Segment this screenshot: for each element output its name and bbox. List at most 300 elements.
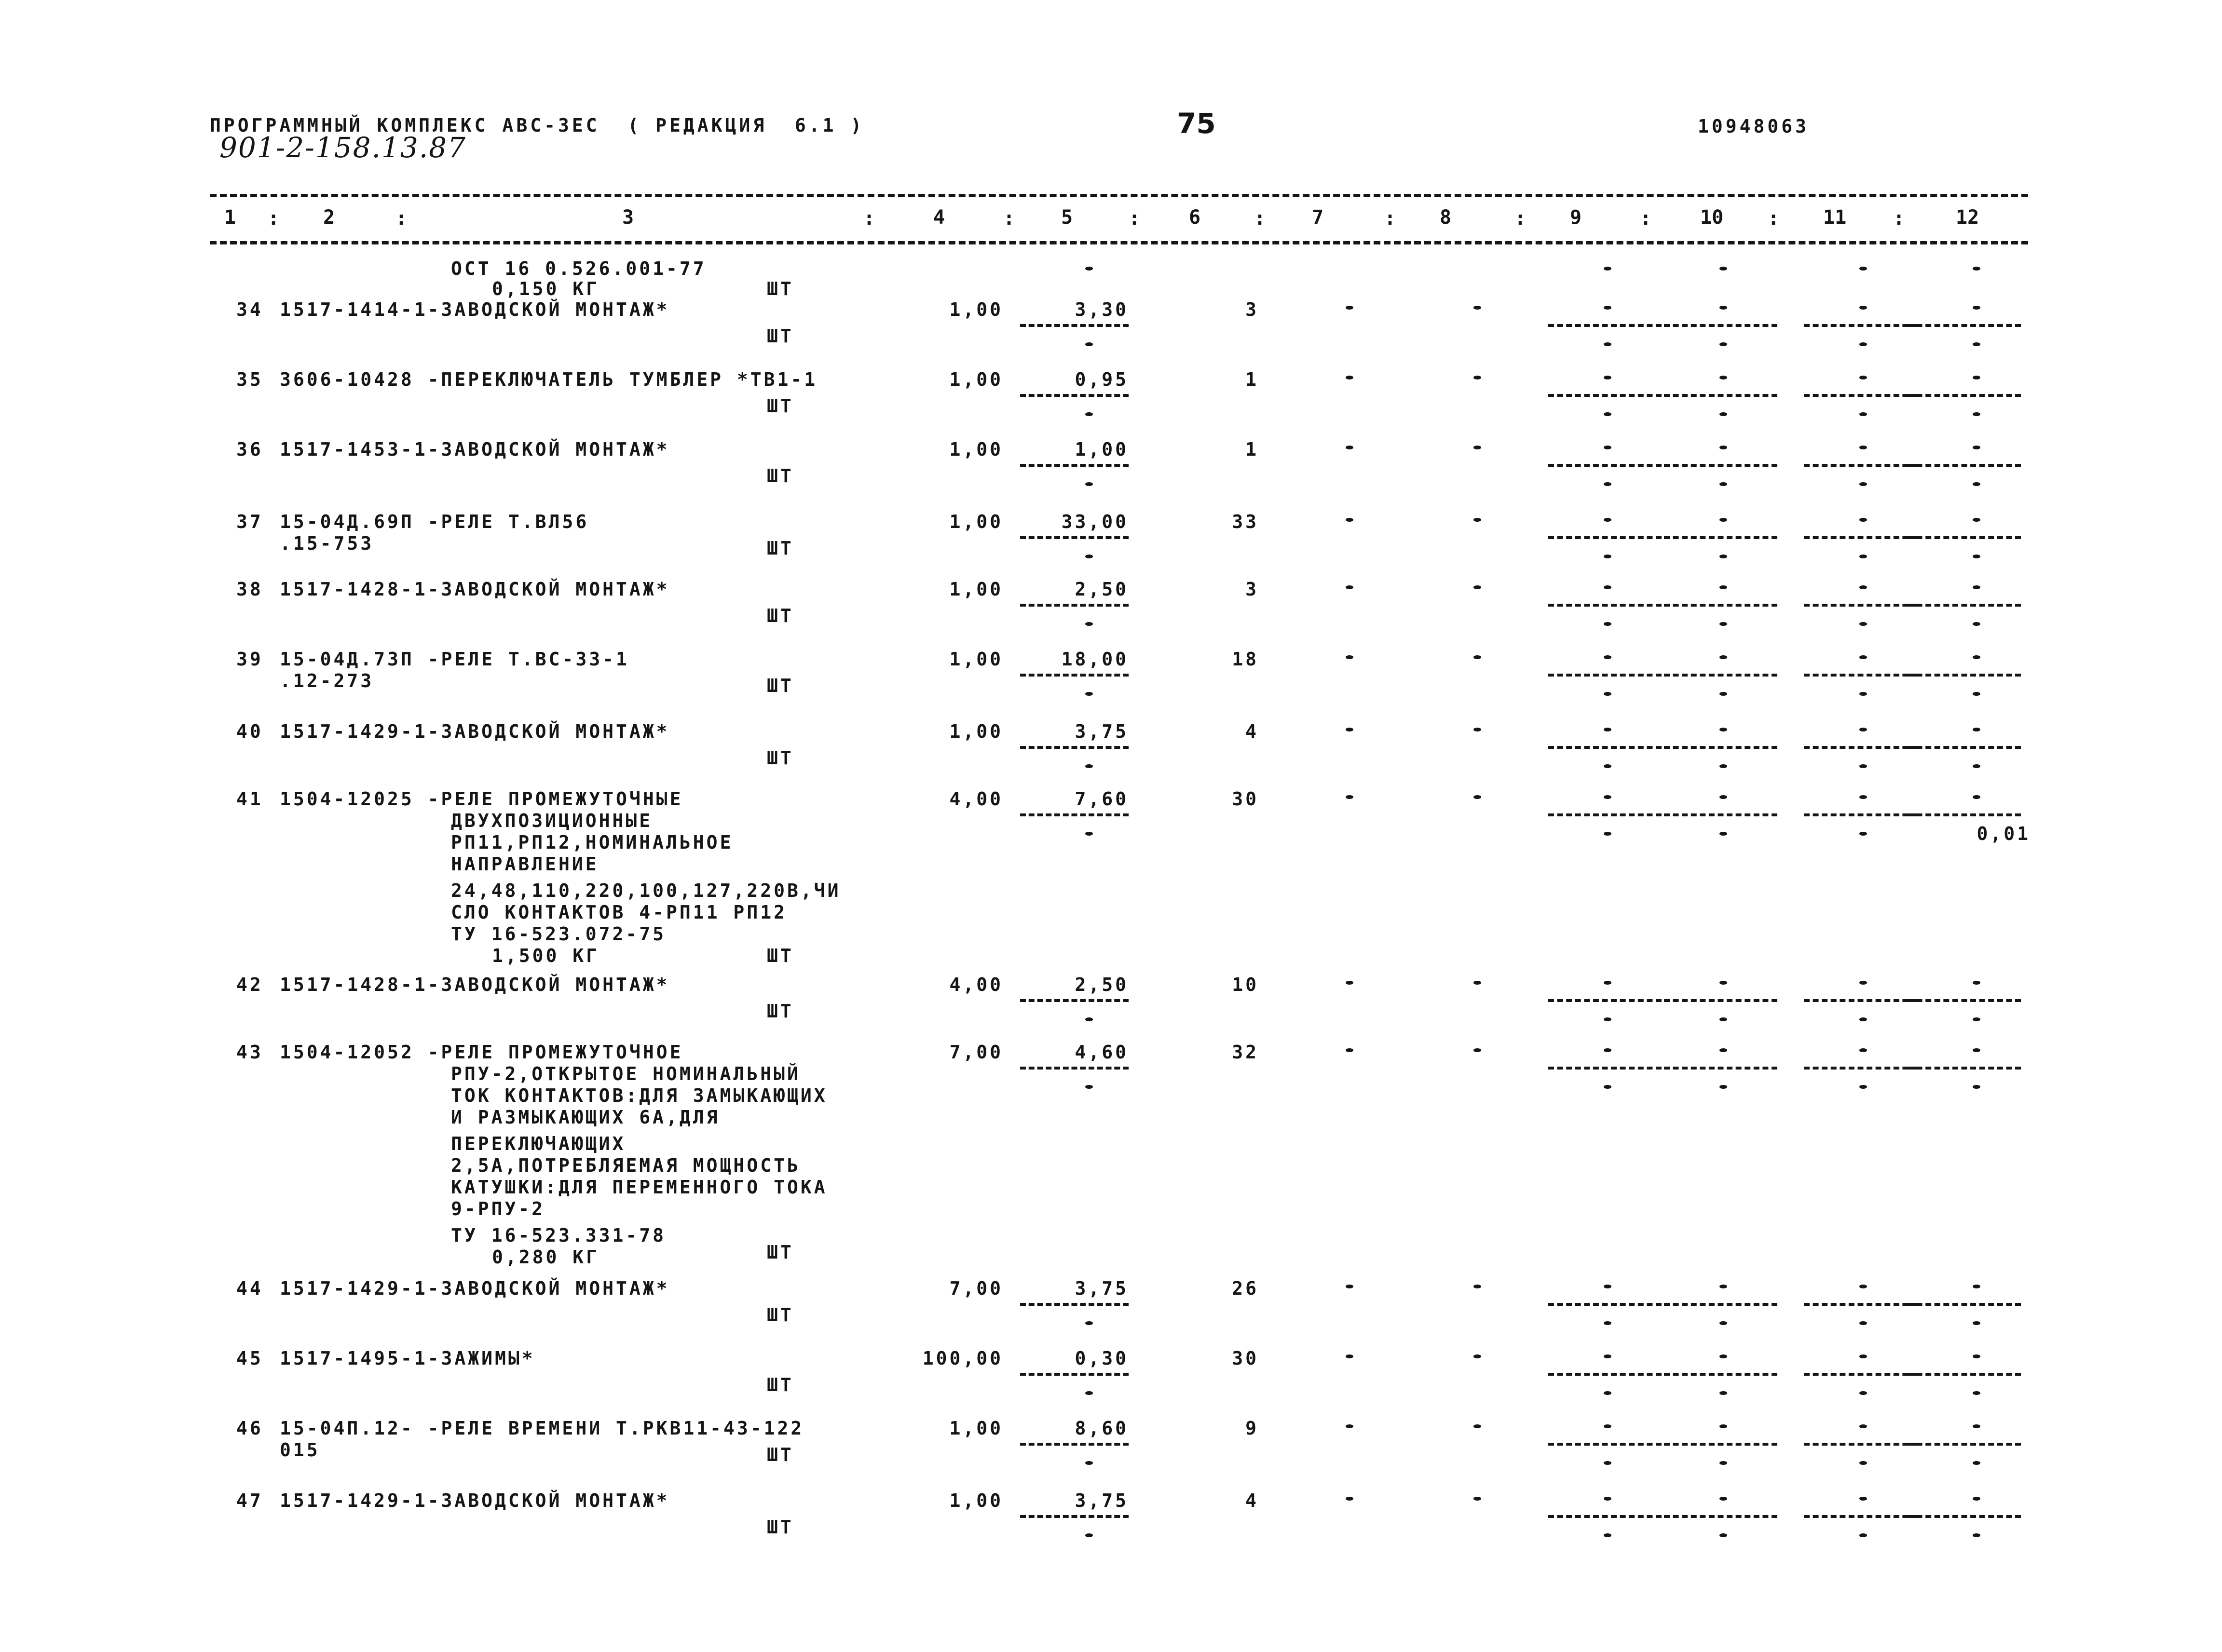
zero-mark	[1346, 795, 1353, 799]
cell-dash-rule	[1020, 1373, 1129, 1376]
zero-mark	[1604, 267, 1611, 271]
price-cell: 8,60	[1075, 1418, 1129, 1439]
column-separator: :	[1254, 207, 1266, 230]
zero-mark	[1719, 832, 1727, 836]
item-description-line: КАТУШКИ:ДЛЯ ПЕРЕМЕННОГО ТОКА	[451, 1177, 828, 1198]
zero-mark	[1719, 585, 1727, 589]
cell-dash-rule	[1664, 1373, 1777, 1376]
table-top-rule	[210, 194, 2028, 197]
column-separator: :	[1768, 207, 1780, 230]
zero-mark	[1973, 267, 1980, 271]
zero-mark	[1604, 1085, 1611, 1089]
item-code-name: 1517-1429-1-ЗАВОДСКОЙ МОНТАЖ*	[280, 1490, 670, 1511]
zero-mark	[1346, 1048, 1353, 1052]
cell-dash-rule	[1908, 746, 2021, 749]
col12-value: 0,01	[1977, 823, 2031, 844]
zero-mark	[1346, 981, 1353, 985]
zero-mark	[1604, 832, 1611, 836]
zero-mark	[1604, 1017, 1611, 1021]
cell-dash-rule	[1804, 1515, 1917, 1518]
item-code-name: 1517-1495-1-ЗАЖИМЫ*	[280, 1348, 535, 1369]
column-separator: :	[395, 207, 408, 230]
column-number: 6	[1189, 206, 1201, 229]
cell-dash-rule	[1908, 604, 2021, 607]
total-cell: 1	[1245, 369, 1259, 390]
zero-mark	[1085, 267, 1093, 271]
zero-mark	[1604, 1424, 1611, 1428]
zero-mark	[1859, 482, 1867, 486]
item-description-line: 1,500 КГ	[492, 945, 600, 966]
zero-mark	[1859, 1354, 1867, 1358]
zero-mark	[1085, 1533, 1093, 1537]
row-number: 45	[236, 1348, 263, 1369]
cell-dash-rule	[1804, 674, 1917, 677]
cell-dash-rule	[1020, 1515, 1129, 1518]
cell-dash-rule	[1804, 536, 1917, 539]
table-header-rule	[210, 241, 2028, 244]
total-cell: 33	[1232, 511, 1259, 532]
item-description-line: .12-273	[280, 670, 374, 691]
zero-mark	[1719, 981, 1727, 985]
item-code-name: 15-04Д.69П -РЕЛЕ Т.ВЛ56	[280, 511, 589, 532]
zero-mark	[1346, 728, 1353, 731]
cell-dash-rule	[1020, 1443, 1129, 1446]
zero-mark	[1719, 1354, 1727, 1358]
cell-dash-rule	[1664, 674, 1777, 677]
program-header: ПРОГРАММНЫЙ КОМПЛЕКС АВС-ЗЕС ( РЕДАКЦИЯ 6.1 )	[210, 115, 865, 136]
zero-mark	[1604, 1533, 1611, 1537]
zero-mark	[1973, 446, 1980, 449]
price-cell: 3,75	[1075, 721, 1129, 742]
quantity-cell: 1,00	[949, 439, 1003, 460]
cell-dash-rule	[1804, 1443, 1917, 1446]
zero-mark	[1604, 412, 1611, 416]
zero-mark	[1346, 1285, 1353, 1288]
zero-mark	[1719, 1085, 1727, 1089]
row-number: 41	[236, 788, 263, 810]
column-number: 4	[933, 206, 945, 229]
cell-dash-rule	[1548, 604, 1662, 607]
unit-cell: ШТ	[767, 747, 794, 769]
zero-mark	[1719, 1017, 1727, 1021]
column-separator: :	[1640, 207, 1652, 230]
unit-cell: ШТ	[767, 1304, 794, 1326]
item-description-line: ТУ 16-523.072-75	[451, 923, 667, 945]
zero-mark	[1346, 1424, 1353, 1428]
zero-mark	[1859, 1017, 1867, 1021]
total-cell: 4	[1245, 721, 1259, 742]
cell-dash-rule	[1020, 1067, 1129, 1070]
zero-mark	[1604, 446, 1611, 449]
column-number: 5	[1061, 206, 1073, 229]
cell-dash-rule	[1664, 999, 1777, 1002]
cell-dash-rule	[1804, 604, 1917, 607]
zero-mark	[1473, 1354, 1481, 1358]
price-cell: 3,30	[1075, 299, 1129, 320]
quantity-cell: 1,00	[949, 1418, 1003, 1439]
zero-mark	[1346, 446, 1353, 449]
item-code-name: 1517-1429-1-ЗАВОДСКОЙ МОНТАЖ*	[280, 721, 670, 742]
column-number: 12	[1956, 206, 1979, 229]
column-number: 1	[224, 206, 236, 229]
zero-mark	[1719, 1391, 1727, 1395]
cell-dash-rule	[1548, 746, 1662, 749]
zero-mark	[1085, 1391, 1093, 1395]
zero-mark	[1473, 518, 1481, 522]
item-description-line: И РАЗМЫКАЮЩИХ 6А,ДЛЯ	[451, 1107, 720, 1128]
item-description-line: РПУ-2,ОТКРЫТОЕ НОМИНАЛЬНЫЙ	[451, 1063, 801, 1084]
cell-dash-rule	[1548, 674, 1662, 677]
item-description-line: ПЕРЕКЛЮЧАЮЩИХ	[451, 1133, 626, 1154]
page-number: 75	[1177, 107, 1216, 140]
cell-dash-rule	[1664, 1303, 1777, 1306]
row-number: 40	[236, 721, 263, 742]
item-code-name: 3606-10428 -ПЕРЕКЛЮЧАТЕЛЬ ТУМБЛЕР *ТВ1-1	[280, 369, 818, 390]
zero-mark	[1719, 555, 1727, 558]
cell-dash-rule	[1548, 464, 1662, 467]
item-description-line: ТУ 16-523.331-78	[451, 1225, 667, 1246]
zero-mark	[1473, 795, 1481, 799]
unit-cell: ШТ	[767, 395, 794, 417]
zero-mark	[1859, 1533, 1867, 1537]
zero-mark	[1719, 1497, 1727, 1501]
zero-mark	[1973, 795, 1980, 799]
document-id: 10948063	[1698, 116, 1810, 137]
column-separator: :	[1384, 207, 1396, 230]
total-cell: 26	[1232, 1278, 1259, 1299]
cell-dash-rule	[1020, 464, 1129, 467]
column-number: 7	[1312, 206, 1324, 229]
column-number: 2	[323, 206, 335, 229]
zero-mark	[1973, 1017, 1980, 1021]
zero-mark	[1859, 981, 1867, 985]
zero-mark	[1346, 655, 1353, 659]
zero-mark	[1473, 1048, 1481, 1052]
zero-mark	[1973, 1533, 1980, 1537]
item-description-line: 0,280 КГ	[492, 1246, 600, 1268]
item-description-line: .15-753	[280, 533, 374, 554]
zero-mark	[1859, 1285, 1867, 1288]
cell-dash-rule	[1908, 1303, 2021, 1306]
zero-mark	[1973, 1321, 1980, 1325]
item-description-line: 9-РПУ-2	[451, 1198, 545, 1219]
zero-mark	[1973, 555, 1980, 558]
item-description-line: РП11,РП12,НОМИНАЛЬНОЕ	[451, 832, 734, 853]
cell-dash-rule	[1908, 1515, 2021, 1518]
price-cell: 18,00	[1061, 649, 1129, 670]
item-text: ОСТ 16 0.526.001-77	[451, 258, 707, 279]
zero-mark	[1973, 1391, 1980, 1395]
item-code-name: 1517-1429-1-ЗАВОДСКОЙ МОНТАЖ*	[280, 1278, 670, 1299]
cell-dash-rule	[1804, 324, 1917, 327]
quantity-cell: 1,00	[949, 511, 1003, 532]
price-cell: 33,00	[1061, 511, 1129, 532]
zero-mark	[1859, 1048, 1867, 1052]
zero-mark	[1473, 376, 1481, 379]
unit-cell: ШТ	[767, 538, 794, 559]
cell-dash-rule	[1020, 324, 1129, 327]
row-number: 37	[236, 511, 263, 532]
zero-mark	[1973, 585, 1980, 589]
price-cell: 3,75	[1075, 1278, 1129, 1299]
cell-dash-rule	[1664, 394, 1777, 397]
zero-mark	[1085, 692, 1093, 696]
zero-mark	[1719, 622, 1727, 626]
item-code-name: 1517-1428-1-ЗАВОДСКОЙ МОНТАЖ*	[280, 579, 670, 600]
column-number: 10	[1700, 206, 1724, 229]
cell-dash-rule	[1664, 1515, 1777, 1518]
row-number: 46	[236, 1418, 263, 1439]
zero-mark	[1973, 692, 1980, 696]
zero-mark	[1719, 795, 1727, 799]
zero-mark	[1973, 1497, 1980, 1501]
cell-dash-rule	[1020, 999, 1129, 1002]
cell-dash-rule	[1020, 674, 1129, 677]
unit-cell: ШТ	[767, 1242, 794, 1263]
zero-mark	[1346, 1354, 1353, 1358]
cell-dash-rule	[1548, 1443, 1662, 1446]
cell-dash-rule	[1664, 746, 1777, 749]
item-description-line: ТОК КОНТАКТОВ:ДЛЯ ЗАМЫКАЮЩИХ	[451, 1085, 828, 1106]
cell-dash-rule	[1908, 394, 2021, 397]
zero-mark	[1473, 1285, 1481, 1288]
cell-dash-rule	[1908, 1067, 2021, 1070]
zero-mark	[1085, 832, 1093, 836]
zero-mark	[1604, 518, 1611, 522]
price-cell: 0,30	[1075, 1348, 1129, 1369]
zero-mark	[1973, 1048, 1980, 1052]
item-code-name: 15-04Д.73П -РЕЛЕ Т.ВС-33-1	[280, 649, 629, 670]
zero-mark	[1473, 981, 1481, 985]
cell-dash-rule	[1548, 1067, 1662, 1070]
quantity-cell: 1,00	[949, 1490, 1003, 1511]
zero-mark	[1973, 981, 1980, 985]
zero-mark	[1859, 1321, 1867, 1325]
unit-cell: ШТ	[767, 675, 794, 696]
cell-dash-rule	[1908, 1443, 2021, 1446]
column-separator: :	[1003, 207, 1015, 230]
zero-mark	[1859, 412, 1867, 416]
column-number: 8	[1440, 206, 1452, 229]
item-code-name: 1517-1414-1-ЗАВОДСКОЙ МОНТАЖ*	[280, 299, 670, 320]
price-cell: 3,75	[1075, 1490, 1129, 1511]
cell-dash-rule	[1804, 1303, 1917, 1306]
item-code-name: 1504-12052 -РЕЛЕ ПРОМЕЖУТОЧНОЕ	[280, 1042, 683, 1063]
row-number: 36	[236, 439, 263, 460]
column-separator: :	[863, 207, 875, 230]
zero-mark	[1604, 555, 1611, 558]
cell-dash-rule	[1804, 1067, 1917, 1070]
cell-dash-rule	[1908, 813, 2021, 816]
column-separator: :	[268, 207, 280, 230]
quantity-cell: 7,00	[949, 1042, 1003, 1063]
zero-mark	[1604, 1321, 1611, 1325]
column-separator: :	[1514, 207, 1527, 230]
zero-mark	[1973, 342, 1980, 346]
zero-mark	[1085, 1461, 1093, 1465]
zero-mark	[1085, 1085, 1093, 1089]
zero-mark	[1859, 306, 1867, 310]
quantity-cell: 1,00	[949, 369, 1003, 390]
row-number: 35	[236, 369, 263, 390]
zero-mark	[1973, 764, 1980, 768]
price-cell: 2,50	[1075, 974, 1129, 995]
quantity-cell: 1,00	[949, 649, 1003, 670]
cell-dash-rule	[1908, 674, 2021, 677]
cell-dash-rule	[1908, 464, 2021, 467]
item-description-line: 24,48,110,220,100,127,220В,ЧИ	[451, 880, 841, 901]
zero-mark	[1719, 267, 1727, 271]
zero-mark	[1719, 376, 1727, 379]
row-number: 39	[236, 649, 263, 670]
cell-dash-rule	[1908, 1373, 2021, 1376]
quantity-cell: 100,00	[922, 1348, 1003, 1369]
quantity-cell: 4,00	[949, 974, 1003, 995]
zero-mark	[1719, 764, 1727, 768]
unit-cell: ШТ	[767, 325, 794, 347]
zero-mark	[1085, 482, 1093, 486]
column-number: 11	[1823, 206, 1847, 229]
zero-mark	[1973, 1461, 1980, 1465]
zero-mark	[1604, 981, 1611, 985]
column-number: 9	[1570, 206, 1582, 229]
cell-dash-rule	[1020, 536, 1129, 539]
quantity-cell: 7,00	[949, 1278, 1003, 1299]
cell-dash-rule	[1020, 746, 1129, 749]
zero-mark	[1604, 1285, 1611, 1288]
zero-mark	[1973, 1424, 1980, 1428]
zero-mark	[1604, 1461, 1611, 1465]
total-cell: 18	[1232, 649, 1259, 670]
unit-cell: ШТ	[767, 1444, 794, 1465]
zero-mark	[1973, 655, 1980, 659]
zero-mark	[1604, 692, 1611, 696]
zero-mark	[1719, 518, 1727, 522]
cell-dash-rule	[1020, 1303, 1129, 1306]
row-number: 44	[236, 1278, 263, 1299]
cell-dash-rule	[1664, 324, 1777, 327]
cell-dash-rule	[1804, 464, 1917, 467]
price-cell: 0,95	[1075, 369, 1129, 390]
zero-mark	[1346, 585, 1353, 589]
zero-mark	[1604, 376, 1611, 379]
total-cell: 30	[1232, 1348, 1259, 1369]
zero-mark	[1346, 1497, 1353, 1501]
cell-dash-rule	[1548, 1303, 1662, 1306]
item-description-line: НАПРАВЛЕНИЕ	[451, 853, 599, 875]
zero-mark	[1719, 655, 1727, 659]
cell-dash-rule	[1548, 1515, 1662, 1518]
zero-mark	[1973, 518, 1980, 522]
zero-mark	[1473, 655, 1481, 659]
cell-dash-rule	[1804, 999, 1917, 1002]
zero-mark	[1346, 306, 1353, 310]
unit-cell: ШТ	[767, 1374, 794, 1395]
item-code-name: 15-04П.12- -РЕЛЕ ВРЕМЕНИ Т.РКВ11-43-122	[280, 1418, 804, 1439]
zero-mark	[1719, 1461, 1727, 1465]
zero-mark	[1973, 1354, 1980, 1358]
cell-dash-rule	[1804, 746, 1917, 749]
zero-mark	[1973, 1085, 1980, 1089]
unit-cell: ШТ	[767, 605, 794, 626]
zero-mark	[1859, 832, 1867, 836]
zero-mark	[1085, 1321, 1093, 1325]
item-description-line: 2,5А,ПОТРЕБЛЯЕМАЯ МОЩНОСТЬ	[451, 1155, 801, 1176]
zero-mark	[1859, 728, 1867, 731]
row-number: 43	[236, 1042, 263, 1063]
zero-mark	[1604, 728, 1611, 731]
cell-dash-rule	[1908, 536, 2021, 539]
price-cell: 1,00	[1075, 439, 1129, 460]
zero-mark	[1859, 446, 1867, 449]
zero-mark	[1859, 764, 1867, 768]
zero-mark	[1346, 376, 1353, 379]
total-cell: 4	[1245, 1490, 1259, 1511]
zero-mark	[1604, 1048, 1611, 1052]
item-weight: 0,150 КГ	[492, 278, 600, 299]
zero-mark	[1859, 376, 1867, 379]
cell-dash-rule	[1548, 394, 1662, 397]
zero-mark	[1859, 555, 1867, 558]
zero-mark	[1085, 764, 1093, 768]
zero-mark	[1085, 622, 1093, 626]
zero-mark	[1604, 482, 1611, 486]
zero-mark	[1973, 728, 1980, 731]
zero-mark	[1859, 655, 1867, 659]
cell-dash-rule	[1664, 813, 1777, 816]
zero-mark	[1859, 1424, 1867, 1428]
zero-mark	[1719, 1048, 1727, 1052]
zero-mark	[1719, 412, 1727, 416]
total-cell: 3	[1245, 579, 1259, 600]
row-number: 42	[236, 974, 263, 995]
row-number: 38	[236, 579, 263, 600]
zero-mark	[1604, 1391, 1611, 1395]
zero-mark	[1719, 342, 1727, 346]
total-cell: 30	[1232, 788, 1259, 810]
cell-dash-rule	[1548, 324, 1662, 327]
cell-dash-rule	[1908, 324, 2021, 327]
item-code-name: 1517-1428-1-ЗАВОДСКОЙ МОНТАЖ*	[280, 974, 670, 995]
zero-mark	[1859, 1461, 1867, 1465]
cell-dash-rule	[1664, 536, 1777, 539]
total-cell: 3	[1245, 299, 1259, 320]
zero-mark	[1604, 306, 1611, 310]
item-description-line: СЛО КОНТАКТОВ 4-РП11 РП12	[451, 902, 787, 923]
zero-mark	[1973, 622, 1980, 626]
zero-mark	[1604, 655, 1611, 659]
cell-dash-rule	[1548, 999, 1662, 1002]
zero-mark	[1604, 342, 1611, 346]
cell-dash-rule	[1020, 604, 1129, 607]
zero-mark	[1604, 764, 1611, 768]
quantity-cell: 1,00	[949, 299, 1003, 320]
price-cell: 4,60	[1075, 1042, 1129, 1063]
item-description-line: 015	[280, 1439, 320, 1461]
zero-mark	[1719, 446, 1727, 449]
zero-mark	[1473, 306, 1481, 310]
cell-dash-rule	[1804, 394, 1917, 397]
zero-mark	[1473, 585, 1481, 589]
unit-cell: ШТ	[767, 1517, 794, 1538]
zero-mark	[1085, 412, 1093, 416]
cell-dash-rule	[1548, 536, 1662, 539]
zero-mark	[1604, 1354, 1611, 1358]
zero-mark	[1719, 728, 1727, 731]
zero-mark	[1473, 1424, 1481, 1428]
unit-cell: ШТ	[767, 1001, 794, 1022]
column-separator: :	[1129, 207, 1141, 230]
